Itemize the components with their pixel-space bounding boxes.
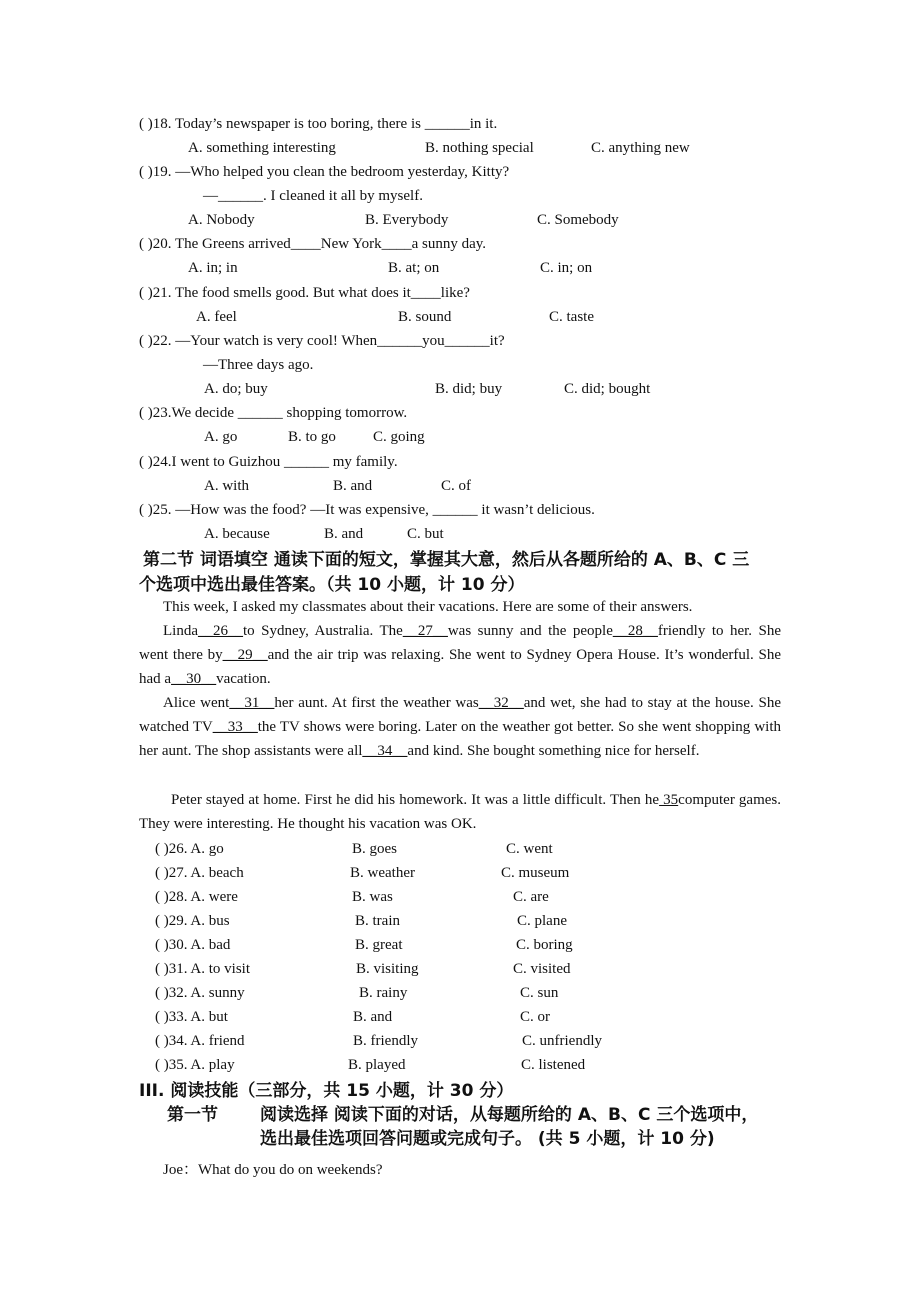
blank-30: __30__ xyxy=(171,671,217,688)
q21-option-c: C. taste xyxy=(549,309,594,325)
question-19: ( )19. —Who helped you clean the bedroom yesterday, Kitty? xyxy=(139,164,510,180)
blank-35: 35 xyxy=(659,792,679,808)
q30-option-c: C. boring xyxy=(516,937,573,953)
blank-27: __27__ xyxy=(402,623,448,639)
question-25: ( )25. —How was the food? —It was expensive, ______ it wasn’t delicious. xyxy=(139,502,595,518)
q29-option-a: ( )29. A. bus xyxy=(155,913,230,929)
q29-option-b: B. train xyxy=(355,913,400,929)
q32-option-c: C. sun xyxy=(520,985,559,1001)
q27-option-b: B. weather xyxy=(350,865,415,881)
q23-option-a: A. go xyxy=(204,429,238,445)
question-21: ( )21. The food smells good. But what does it____like? xyxy=(139,285,470,301)
blank-34: __34__ xyxy=(362,743,408,760)
q19-option-b: B. Everybody xyxy=(365,212,449,228)
q34-option-a: ( )34. A. friend xyxy=(155,1033,245,1049)
q30-option-b: B. great xyxy=(355,937,403,953)
blank-26: __26__ xyxy=(198,623,243,639)
q24-option-b: B. and xyxy=(333,478,373,494)
q33-option-a: ( )33. A. but xyxy=(155,1009,228,1025)
q18-option-c: C. anything new xyxy=(591,140,690,156)
question-24: ( )24.I went to Guizhou ______ my family. xyxy=(139,454,398,470)
q35-option-b: B. played xyxy=(348,1057,406,1073)
question-18: ( )18. Today’s newspaper is too boring, there is ______in it. xyxy=(139,116,498,132)
q26-option-a: ( )26. A. go xyxy=(155,841,224,857)
q35-option-c: C. listened xyxy=(521,1057,586,1073)
section3-sub-label: 第一节 xyxy=(167,1105,218,1125)
q31-option-c: C. visited xyxy=(513,961,571,977)
question-22-answer-line: —Three days ago. xyxy=(203,357,314,373)
q22-option-a: A. do; buy xyxy=(204,381,268,397)
q25-option-b: B. and xyxy=(324,526,364,542)
p3-text-1: Peter stayed at home. First he did his homework. It was a little difficult. Then he xyxy=(171,792,660,808)
q25-option-a: A. because xyxy=(204,526,270,542)
q19-option-a: A. Nobody xyxy=(188,212,255,228)
p1-text-3: was sunny and the people xyxy=(447,623,613,639)
q31-option-a: ( )31. A. to visit xyxy=(155,961,251,977)
question-23: ( )23.We decide ______ shopping tomorrow. xyxy=(139,405,408,421)
q32-option-a: ( )32. A. sunny xyxy=(155,985,245,1001)
q21-option-a: A. feel xyxy=(196,309,237,325)
q20-option-c: C. in; on xyxy=(540,260,593,276)
passage-intro: This week, I asked my classmates about their vacations. Here are some of their answers. xyxy=(163,599,693,615)
blank-33: __33__ xyxy=(212,719,258,736)
q20-option-a: A. in; in xyxy=(188,260,238,276)
question-19-answer-line: —______. I cleaned it all by myself. xyxy=(203,188,423,204)
question-22: ( )22. —Your watch is very cool! When______you______it? xyxy=(139,333,505,349)
blank-29: __29__ xyxy=(222,647,268,664)
q30-option-a: ( )30. A. bad xyxy=(155,937,231,953)
q21-option-b: B. sound xyxy=(398,309,452,325)
q18-option-a: A. something interesting xyxy=(188,140,336,156)
q31-option-b: B. visiting xyxy=(356,961,419,977)
section2-heading-line1: 第二节 词语填空 通读下面的短文，掌握其大意，然后从各题所给的 A、B、C 三 xyxy=(143,550,750,570)
q27-option-a: ( )27. A. beach xyxy=(155,865,244,881)
q19-option-c: C. Somebody xyxy=(537,212,619,228)
q22-option-c: C. did; bought xyxy=(564,381,651,397)
q25-option-c: C. but xyxy=(407,526,444,542)
q32-option-b: B. rainy xyxy=(359,985,408,1001)
q28-option-b: B. was xyxy=(352,889,393,905)
passage-paragraph-linda xyxy=(139,619,781,692)
q26-option-c: C. went xyxy=(506,841,553,857)
q29-option-c: C. plane xyxy=(517,913,567,929)
q33-option-c: C. or xyxy=(520,1009,550,1025)
q22-option-b: B. did; buy xyxy=(435,381,503,397)
q23-option-b: B. to go xyxy=(288,429,336,445)
p2-text-5: and kind. She bought something nice for herself. xyxy=(407,743,700,760)
q20-option-b: B. at; on xyxy=(388,260,440,276)
p2-text-3: and wet, she had to stay at the house. She watched TV xyxy=(139,695,782,736)
question-20: ( )20. The Greens arrived____New York____a sunny day. xyxy=(139,236,487,252)
q18-option-b: B. nothing special xyxy=(425,140,534,156)
q28-option-c: C. are xyxy=(513,889,549,905)
p1-text-5: and the air trip was relaxing. She went to Sydney Opera House. It’s wonderful. She had a xyxy=(139,647,781,688)
passage-paragraph-peter xyxy=(139,788,781,836)
section3-heading: III. 阅读技能（三部分，共 15 小题，计 30 分） xyxy=(139,1081,514,1101)
q28-option-a: ( )28. A. were xyxy=(155,889,238,905)
blank-28: __28__ xyxy=(612,623,658,639)
p2-text-2: her aunt. At first the weather was xyxy=(274,695,479,711)
dialog-line-joe: Joe：What do you do on weekends? xyxy=(163,1162,383,1178)
p2-text-4: the TV shows were boring. Later on the weather got better. So she went shopping with her aunt. The shop assistants were all xyxy=(139,719,781,760)
q34-option-b: B. friendly xyxy=(353,1033,418,1049)
section3-sub-line1: 阅读选择 阅读下面的对话，从每题所给的 A、B、C 三个选项中， xyxy=(260,1105,759,1125)
p1-text-6: vacation. xyxy=(216,671,271,688)
section2-heading-line2: 个选项中选出最佳答案。（共 10 小题，计 10 分） xyxy=(139,575,525,595)
q35-option-a: ( )35. A. play xyxy=(155,1057,235,1073)
q27-option-c: C. museum xyxy=(501,865,570,881)
blank-32: __32__ xyxy=(478,695,524,711)
p1-text-4: friendly to her. She went there by xyxy=(139,623,782,664)
p2-text-1: Alice went xyxy=(163,695,230,711)
p1-text-1: Linda xyxy=(163,623,198,639)
q34-option-c: C. unfriendly xyxy=(522,1033,602,1049)
passage-paragraph-alice xyxy=(139,691,781,764)
blank-31: __31__ xyxy=(229,695,275,711)
q23-option-c: C. going xyxy=(373,429,425,445)
q24-option-a: A. with xyxy=(204,478,249,494)
p3-text-2: computer games. They were interesting. He thought his vacation was OK. xyxy=(139,792,781,833)
section3-sub-line2: 选出最佳选项回答问题或完成句子。 (共 5 小题，计 10 分) xyxy=(260,1129,715,1149)
q24-option-c: C. of xyxy=(441,478,471,494)
p1-text-2: to Sydney, Australia. The xyxy=(243,623,403,639)
q33-option-b: B. and xyxy=(353,1009,393,1025)
q26-option-b: B. goes xyxy=(352,841,397,857)
